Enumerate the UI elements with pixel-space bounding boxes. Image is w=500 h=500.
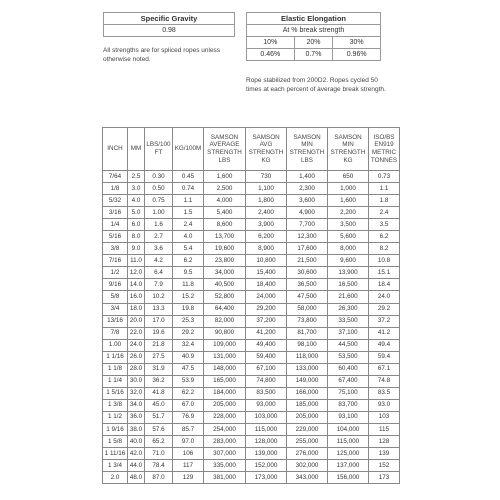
table-cell: 57.6 bbox=[145, 423, 173, 435]
table-cell: 1/2 bbox=[103, 267, 128, 279]
table-cell: 1 1/4 bbox=[103, 375, 128, 387]
table-cell: 1 5/16 bbox=[103, 387, 128, 399]
elongation-value: 0.7% bbox=[294, 49, 333, 61]
table-cell: 255,000 bbox=[287, 436, 328, 448]
table-cell: 48.0 bbox=[128, 472, 145, 484]
column-header: KG/100M bbox=[173, 128, 204, 171]
table-cell: 13.3 bbox=[145, 303, 173, 315]
table-row bbox=[103, 399, 400, 411]
table-cell: 29.2 bbox=[173, 327, 204, 339]
table-cell: 5/16 bbox=[103, 231, 128, 243]
table-cell: 67,400 bbox=[328, 375, 369, 387]
table-cell: 83,500 bbox=[246, 387, 287, 399]
table-cell: 0.74 bbox=[173, 183, 204, 195]
table-cell: 2,500 bbox=[204, 183, 246, 195]
table-cell: 13,900 bbox=[328, 267, 369, 279]
table-cell: 2.4 bbox=[173, 219, 204, 231]
table-cell: 17,600 bbox=[287, 243, 328, 255]
table-cell: 343,000 bbox=[287, 472, 328, 484]
table-cell: 52,800 bbox=[204, 291, 246, 303]
table-cell: 1,100 bbox=[246, 183, 287, 195]
table-cell: 2,400 bbox=[246, 207, 287, 219]
table-cell: 125,000 bbox=[328, 448, 369, 460]
table-cell: 3.5 bbox=[369, 219, 400, 231]
table-cell: 42.0 bbox=[128, 448, 145, 460]
table-cell: 2.5 bbox=[128, 171, 145, 183]
table-cell: 5,400 bbox=[204, 207, 246, 219]
table-cell: 149,000 bbox=[287, 375, 328, 387]
table-cell: 205,000 bbox=[204, 399, 246, 411]
table-cell: 117 bbox=[173, 460, 204, 472]
table-cell: 5.4 bbox=[173, 243, 204, 255]
table-cell: 36.0 bbox=[128, 411, 145, 423]
table-cell: 83,700 bbox=[328, 399, 369, 411]
table-cell: 7.9 bbox=[145, 279, 173, 291]
table-cell: 16,500 bbox=[328, 279, 369, 291]
table-cell: 5/8 bbox=[103, 291, 128, 303]
table-cell: 20.0 bbox=[128, 315, 145, 327]
table-cell: 1 1/16 bbox=[103, 351, 128, 363]
table-cell: 1,400 bbox=[287, 171, 328, 183]
table-cell: 276,000 bbox=[287, 448, 328, 460]
table-cell: 185,000 bbox=[287, 399, 328, 411]
table-cell: 53,500 bbox=[328, 351, 369, 363]
table-row bbox=[103, 363, 400, 375]
table-cell: 19.6 bbox=[145, 327, 173, 339]
table-cell: 12.0 bbox=[128, 267, 145, 279]
table-cell: 139,000 bbox=[246, 448, 287, 460]
elongation-value: 0.96% bbox=[333, 49, 381, 61]
table-cell: 67,100 bbox=[246, 363, 287, 375]
table-cell: 1,600 bbox=[204, 171, 246, 183]
table-cell: 9.5 bbox=[173, 267, 204, 279]
table-cell: 1,800 bbox=[246, 195, 287, 207]
column-header: MM bbox=[128, 128, 145, 171]
table-cell: 7/8 bbox=[103, 327, 128, 339]
table-row bbox=[103, 183, 400, 195]
specific-gravity-table bbox=[103, 12, 235, 37]
table-cell: 0.50 bbox=[145, 183, 173, 195]
table-cell: 24,000 bbox=[246, 291, 287, 303]
table-cell: 1.1 bbox=[369, 183, 400, 195]
table-cell: 173,000 bbox=[246, 472, 287, 484]
table-row bbox=[103, 171, 400, 183]
table-cell: 51.7 bbox=[145, 411, 173, 423]
table-cell: 2,200 bbox=[328, 207, 369, 219]
elongation-percent: 20% bbox=[294, 37, 333, 49]
table-cell: 7/64 bbox=[103, 171, 128, 183]
table-cell: 13/16 bbox=[103, 315, 128, 327]
table-cell: 4,900 bbox=[287, 207, 328, 219]
table-cell: 11.8 bbox=[173, 279, 204, 291]
table-cell: 1,000 bbox=[328, 183, 369, 195]
table-row bbox=[103, 231, 400, 243]
table-cell: 9,600 bbox=[328, 255, 369, 267]
table-cell: 115,000 bbox=[246, 423, 287, 435]
table-cell: 44.0 bbox=[128, 460, 145, 472]
table-cell: 26.0 bbox=[128, 351, 145, 363]
table-cell: 73,800 bbox=[287, 315, 328, 327]
table-cell: 205,000 bbox=[287, 411, 328, 423]
table-row bbox=[103, 279, 400, 291]
table-cell: 30,600 bbox=[287, 267, 328, 279]
table-cell: 47,500 bbox=[287, 291, 328, 303]
table-cell: 9.0 bbox=[128, 243, 145, 255]
table-cell: 21.8 bbox=[145, 339, 173, 351]
table-cell: 2.0 bbox=[103, 472, 128, 484]
table-cell: 64,400 bbox=[204, 303, 246, 315]
table-cell: 1 1/8 bbox=[103, 363, 128, 375]
table-cell: 33,500 bbox=[328, 315, 369, 327]
table-cell: 1.00 bbox=[103, 339, 128, 351]
table-cell: 128,000 bbox=[246, 436, 287, 448]
table-cell: 2.4 bbox=[369, 207, 400, 219]
table-cell: 166,000 bbox=[287, 387, 328, 399]
table-cell: 49,400 bbox=[246, 339, 287, 351]
table-body bbox=[103, 171, 400, 484]
table-cell: 34.0 bbox=[128, 399, 145, 411]
table-cell: 4.0 bbox=[173, 231, 204, 243]
table-cell: 1.8 bbox=[369, 195, 400, 207]
table-cell: 283,000 bbox=[204, 436, 246, 448]
table-cell: 6,200 bbox=[246, 231, 287, 243]
table-cell: 184,000 bbox=[204, 387, 246, 399]
table-cell: 18.0 bbox=[128, 303, 145, 315]
table-cell: 93,100 bbox=[328, 411, 369, 423]
table-cell: 67.0 bbox=[173, 399, 204, 411]
table-cell: 1,600 bbox=[328, 195, 369, 207]
table-cell: 93,000 bbox=[246, 399, 287, 411]
table-cell: 81,700 bbox=[287, 327, 328, 339]
table-row bbox=[103, 327, 400, 339]
table-cell: 1 3/8 bbox=[103, 399, 128, 411]
table-cell: 18,400 bbox=[246, 279, 287, 291]
table-cell: 15.1 bbox=[369, 267, 400, 279]
table-cell: 8.2 bbox=[369, 243, 400, 255]
table-cell: 15.2 bbox=[173, 291, 204, 303]
elongation-value: 0.46% bbox=[247, 49, 295, 61]
table-cell: 0.75 bbox=[145, 195, 173, 207]
table-cell: 335,000 bbox=[204, 460, 246, 472]
table-cell: 229,000 bbox=[287, 423, 328, 435]
elastic-elongation-subtitle: At % break strength bbox=[247, 25, 381, 37]
table-cell: 98,100 bbox=[287, 339, 328, 351]
table-cell: 139 bbox=[369, 448, 400, 460]
table-cell: 10.8 bbox=[369, 255, 400, 267]
table-cell: 1/8 bbox=[103, 183, 128, 195]
table-row bbox=[103, 411, 400, 423]
table-row bbox=[103, 460, 400, 472]
table-cell: 71.0 bbox=[145, 448, 173, 460]
table-cell: 45.0 bbox=[145, 399, 173, 411]
table-cell: 75,100 bbox=[328, 387, 369, 399]
stabilized-note: Rope stabilized from 200D2. Ropes cycled 50 times at each percent of average break strength. bbox=[246, 77, 386, 93]
table-cell: 1.1 bbox=[173, 195, 204, 207]
table-cell: 115,000 bbox=[328, 436, 369, 448]
table-row bbox=[103, 339, 400, 351]
table-cell: 17.0 bbox=[145, 315, 173, 327]
table-cell: 59,400 bbox=[246, 351, 287, 363]
table-cell: 152 bbox=[369, 460, 400, 472]
table-cell: 8,900 bbox=[246, 243, 287, 255]
table-row bbox=[103, 303, 400, 315]
table-cell: 85.7 bbox=[173, 423, 204, 435]
table-cell: 7/16 bbox=[103, 255, 128, 267]
table-cell: 40.9 bbox=[173, 351, 204, 363]
table-header-row bbox=[103, 128, 400, 171]
table-row bbox=[103, 448, 400, 460]
table-cell: 24.0 bbox=[128, 339, 145, 351]
table-cell: 302,000 bbox=[287, 460, 328, 472]
table-cell: 30.0 bbox=[128, 375, 145, 387]
table-row bbox=[103, 267, 400, 279]
table-cell: 5/32 bbox=[103, 195, 128, 207]
table-cell: 67.1 bbox=[369, 363, 400, 375]
table-cell: 6.0 bbox=[128, 219, 145, 231]
table-cell: 44,500 bbox=[328, 339, 369, 351]
column-header: INCH bbox=[103, 128, 128, 171]
table-cell: 40,500 bbox=[204, 279, 246, 291]
table-cell: 165,000 bbox=[204, 375, 246, 387]
table-cell: 106 bbox=[173, 448, 204, 460]
table-cell: 47.5 bbox=[173, 363, 204, 375]
table-cell: 1 9/16 bbox=[103, 423, 128, 435]
table-cell: 148,000 bbox=[204, 363, 246, 375]
table-cell: 83.5 bbox=[369, 387, 400, 399]
table-cell: 28.0 bbox=[128, 363, 145, 375]
table-cell: 118,000 bbox=[287, 351, 328, 363]
table-cell: 19,600 bbox=[204, 243, 246, 255]
table-cell: 5.0 bbox=[128, 207, 145, 219]
table-cell: 3/8 bbox=[103, 243, 128, 255]
table-cell: 29.2 bbox=[369, 303, 400, 315]
table-cell: 1/4 bbox=[103, 219, 128, 231]
table-cell: 78.4 bbox=[145, 460, 173, 472]
table-row bbox=[103, 315, 400, 327]
table-cell: 97.0 bbox=[173, 436, 204, 448]
table-cell: 90,800 bbox=[204, 327, 246, 339]
table-row bbox=[103, 375, 400, 387]
table-cell: 16.0 bbox=[128, 291, 145, 303]
table-row bbox=[103, 207, 400, 219]
table-cell: 1 3/4 bbox=[103, 460, 128, 472]
table-cell: 3.0 bbox=[128, 183, 145, 195]
table-cell: 23,800 bbox=[204, 255, 246, 267]
table-cell: 6.2 bbox=[173, 255, 204, 267]
table-cell: 109,000 bbox=[204, 339, 246, 351]
table-cell: 27.5 bbox=[145, 351, 173, 363]
table-cell: 1 1/2 bbox=[103, 411, 128, 423]
table-row bbox=[103, 423, 400, 435]
table-cell: 6.2 bbox=[369, 231, 400, 243]
table-cell: 22.0 bbox=[128, 327, 145, 339]
table-cell: 53.9 bbox=[173, 375, 204, 387]
table-cell: 1.00 bbox=[145, 207, 173, 219]
table-cell: 3,900 bbox=[246, 219, 287, 231]
table-cell: 1 11/16 bbox=[103, 448, 128, 460]
table-cell: 18.4 bbox=[369, 279, 400, 291]
table-cell: 2,300 bbox=[287, 183, 328, 195]
table-cell: 40.0 bbox=[128, 436, 145, 448]
table-cell: 254,000 bbox=[204, 423, 246, 435]
table-cell: 62.2 bbox=[173, 387, 204, 399]
specific-gravity-title: Specific Gravity bbox=[104, 13, 235, 25]
table-cell: 12,300 bbox=[287, 231, 328, 243]
column-header: SAMSON AVERAGE STRENGTH LBS bbox=[204, 128, 246, 171]
table-cell: 36,500 bbox=[287, 279, 328, 291]
table-cell: 34,000 bbox=[204, 267, 246, 279]
table-cell: 104,000 bbox=[328, 423, 369, 435]
elastic-elongation-title: Elastic Elongation bbox=[247, 13, 381, 25]
table-cell: 31.9 bbox=[145, 363, 173, 375]
table-cell: 8,000 bbox=[328, 243, 369, 255]
elongation-percent: 30% bbox=[333, 37, 381, 49]
table-cell: 131,000 bbox=[204, 351, 246, 363]
table-cell: 3/16 bbox=[103, 207, 128, 219]
table-cell: 58,000 bbox=[287, 303, 328, 315]
table-cell: 6.4 bbox=[145, 267, 173, 279]
rope-strength-table bbox=[102, 127, 400, 484]
table-cell: 8.0 bbox=[128, 231, 145, 243]
table-cell: 137,000 bbox=[328, 460, 369, 472]
table-cell: 21,500 bbox=[287, 255, 328, 267]
table-cell: 173 bbox=[369, 472, 400, 484]
table-cell: 152,000 bbox=[246, 460, 287, 472]
table-cell: 115 bbox=[369, 423, 400, 435]
table-cell: 0.45 bbox=[173, 171, 204, 183]
table-row bbox=[103, 195, 400, 207]
table-cell: 60,400 bbox=[328, 363, 369, 375]
splice-note: All strengths are for spliced ropes unless otherwise noted. bbox=[103, 47, 221, 63]
table-cell: 10,800 bbox=[246, 255, 287, 267]
elongation-percent: 10% bbox=[247, 37, 295, 49]
table-cell: 8,600 bbox=[204, 219, 246, 231]
column-header: SAMSON MIN STRENGTH KG bbox=[328, 128, 369, 171]
table-cell: 29,200 bbox=[246, 303, 287, 315]
table-cell: 103,000 bbox=[246, 411, 287, 423]
table-cell: 9/16 bbox=[103, 279, 128, 291]
table-cell: 36.2 bbox=[145, 375, 173, 387]
table-cell: 3,500 bbox=[328, 219, 369, 231]
table-cell: 59.4 bbox=[369, 351, 400, 363]
table-cell: 2.7 bbox=[145, 231, 173, 243]
table-cell: 24.0 bbox=[369, 291, 400, 303]
elastic-elongation-table bbox=[246, 12, 381, 61]
table-cell: 11.0 bbox=[128, 255, 145, 267]
table-cell: 0.73 bbox=[369, 171, 400, 183]
table-cell: 4.2 bbox=[145, 255, 173, 267]
table-row bbox=[103, 291, 400, 303]
table-cell: 381,000 bbox=[204, 472, 246, 484]
table-cell: 26,300 bbox=[328, 303, 369, 315]
table-row bbox=[103, 387, 400, 399]
table-cell: 1 5/8 bbox=[103, 436, 128, 448]
table-cell: 4.0 bbox=[128, 195, 145, 207]
table-cell: 37,100 bbox=[328, 327, 369, 339]
table-cell: 1.5 bbox=[173, 207, 204, 219]
column-header: LBS/100 FT bbox=[145, 128, 173, 171]
table-cell: 38.0 bbox=[128, 423, 145, 435]
column-header: SAMSON MIN STRENGTH LBS bbox=[287, 128, 328, 171]
table-cell: 3,600 bbox=[287, 195, 328, 207]
table-cell: 32.0 bbox=[128, 387, 145, 399]
table-cell: 10.2 bbox=[145, 291, 173, 303]
table-cell: 76.9 bbox=[173, 411, 204, 423]
table-cell: 74.8 bbox=[369, 375, 400, 387]
table-cell: 49.4 bbox=[369, 339, 400, 351]
table-cell: 4,000 bbox=[204, 195, 246, 207]
table-cell: 5,600 bbox=[328, 231, 369, 243]
table-cell: 37.2 bbox=[369, 315, 400, 327]
table-cell: 103 bbox=[369, 411, 400, 423]
table-cell: 128 bbox=[369, 436, 400, 448]
table-cell: 1.6 bbox=[145, 219, 173, 231]
table-row bbox=[103, 472, 400, 484]
table-cell: 82,000 bbox=[204, 315, 246, 327]
column-header: ISO/BS EN919 METRIC TONNES bbox=[369, 128, 400, 171]
table-cell: 41.8 bbox=[145, 387, 173, 399]
table-row bbox=[103, 243, 400, 255]
table-cell: 133,000 bbox=[287, 363, 328, 375]
table-cell: 7,700 bbox=[287, 219, 328, 231]
column-header: SAMSON AVG STRENGTH KG bbox=[246, 128, 287, 171]
table-cell: 3.6 bbox=[145, 243, 173, 255]
table-row bbox=[103, 255, 400, 267]
table-cell: 87.0 bbox=[145, 472, 173, 484]
table-row bbox=[103, 351, 400, 363]
table-cell: 65.2 bbox=[145, 436, 173, 448]
table-cell: 228,000 bbox=[204, 411, 246, 423]
table-cell: 307,000 bbox=[204, 448, 246, 460]
specific-gravity-value: 0.98 bbox=[104, 25, 235, 37]
table-cell: 730 bbox=[246, 171, 287, 183]
table-cell: 37,200 bbox=[246, 315, 287, 327]
table-cell: 650 bbox=[328, 171, 369, 183]
table-cell: 14.0 bbox=[128, 279, 145, 291]
table-cell: 25.3 bbox=[173, 315, 204, 327]
table-cell: 129 bbox=[173, 472, 204, 484]
table-cell: 3/4 bbox=[103, 303, 128, 315]
table-cell: 156,000 bbox=[328, 472, 369, 484]
table-cell: 21,600 bbox=[328, 291, 369, 303]
table-row bbox=[103, 436, 400, 448]
table-cell: 32.4 bbox=[173, 339, 204, 351]
table-cell: 93.0 bbox=[369, 399, 400, 411]
table-row bbox=[103, 219, 400, 231]
table-cell: 19.8 bbox=[173, 303, 204, 315]
table-cell: 74,800 bbox=[246, 375, 287, 387]
table-cell: 0.30 bbox=[145, 171, 173, 183]
table-cell: 41.2 bbox=[369, 327, 400, 339]
table-cell: 41,200 bbox=[246, 327, 287, 339]
table-cell: 13,700 bbox=[204, 231, 246, 243]
table-cell: 15,400 bbox=[246, 267, 287, 279]
